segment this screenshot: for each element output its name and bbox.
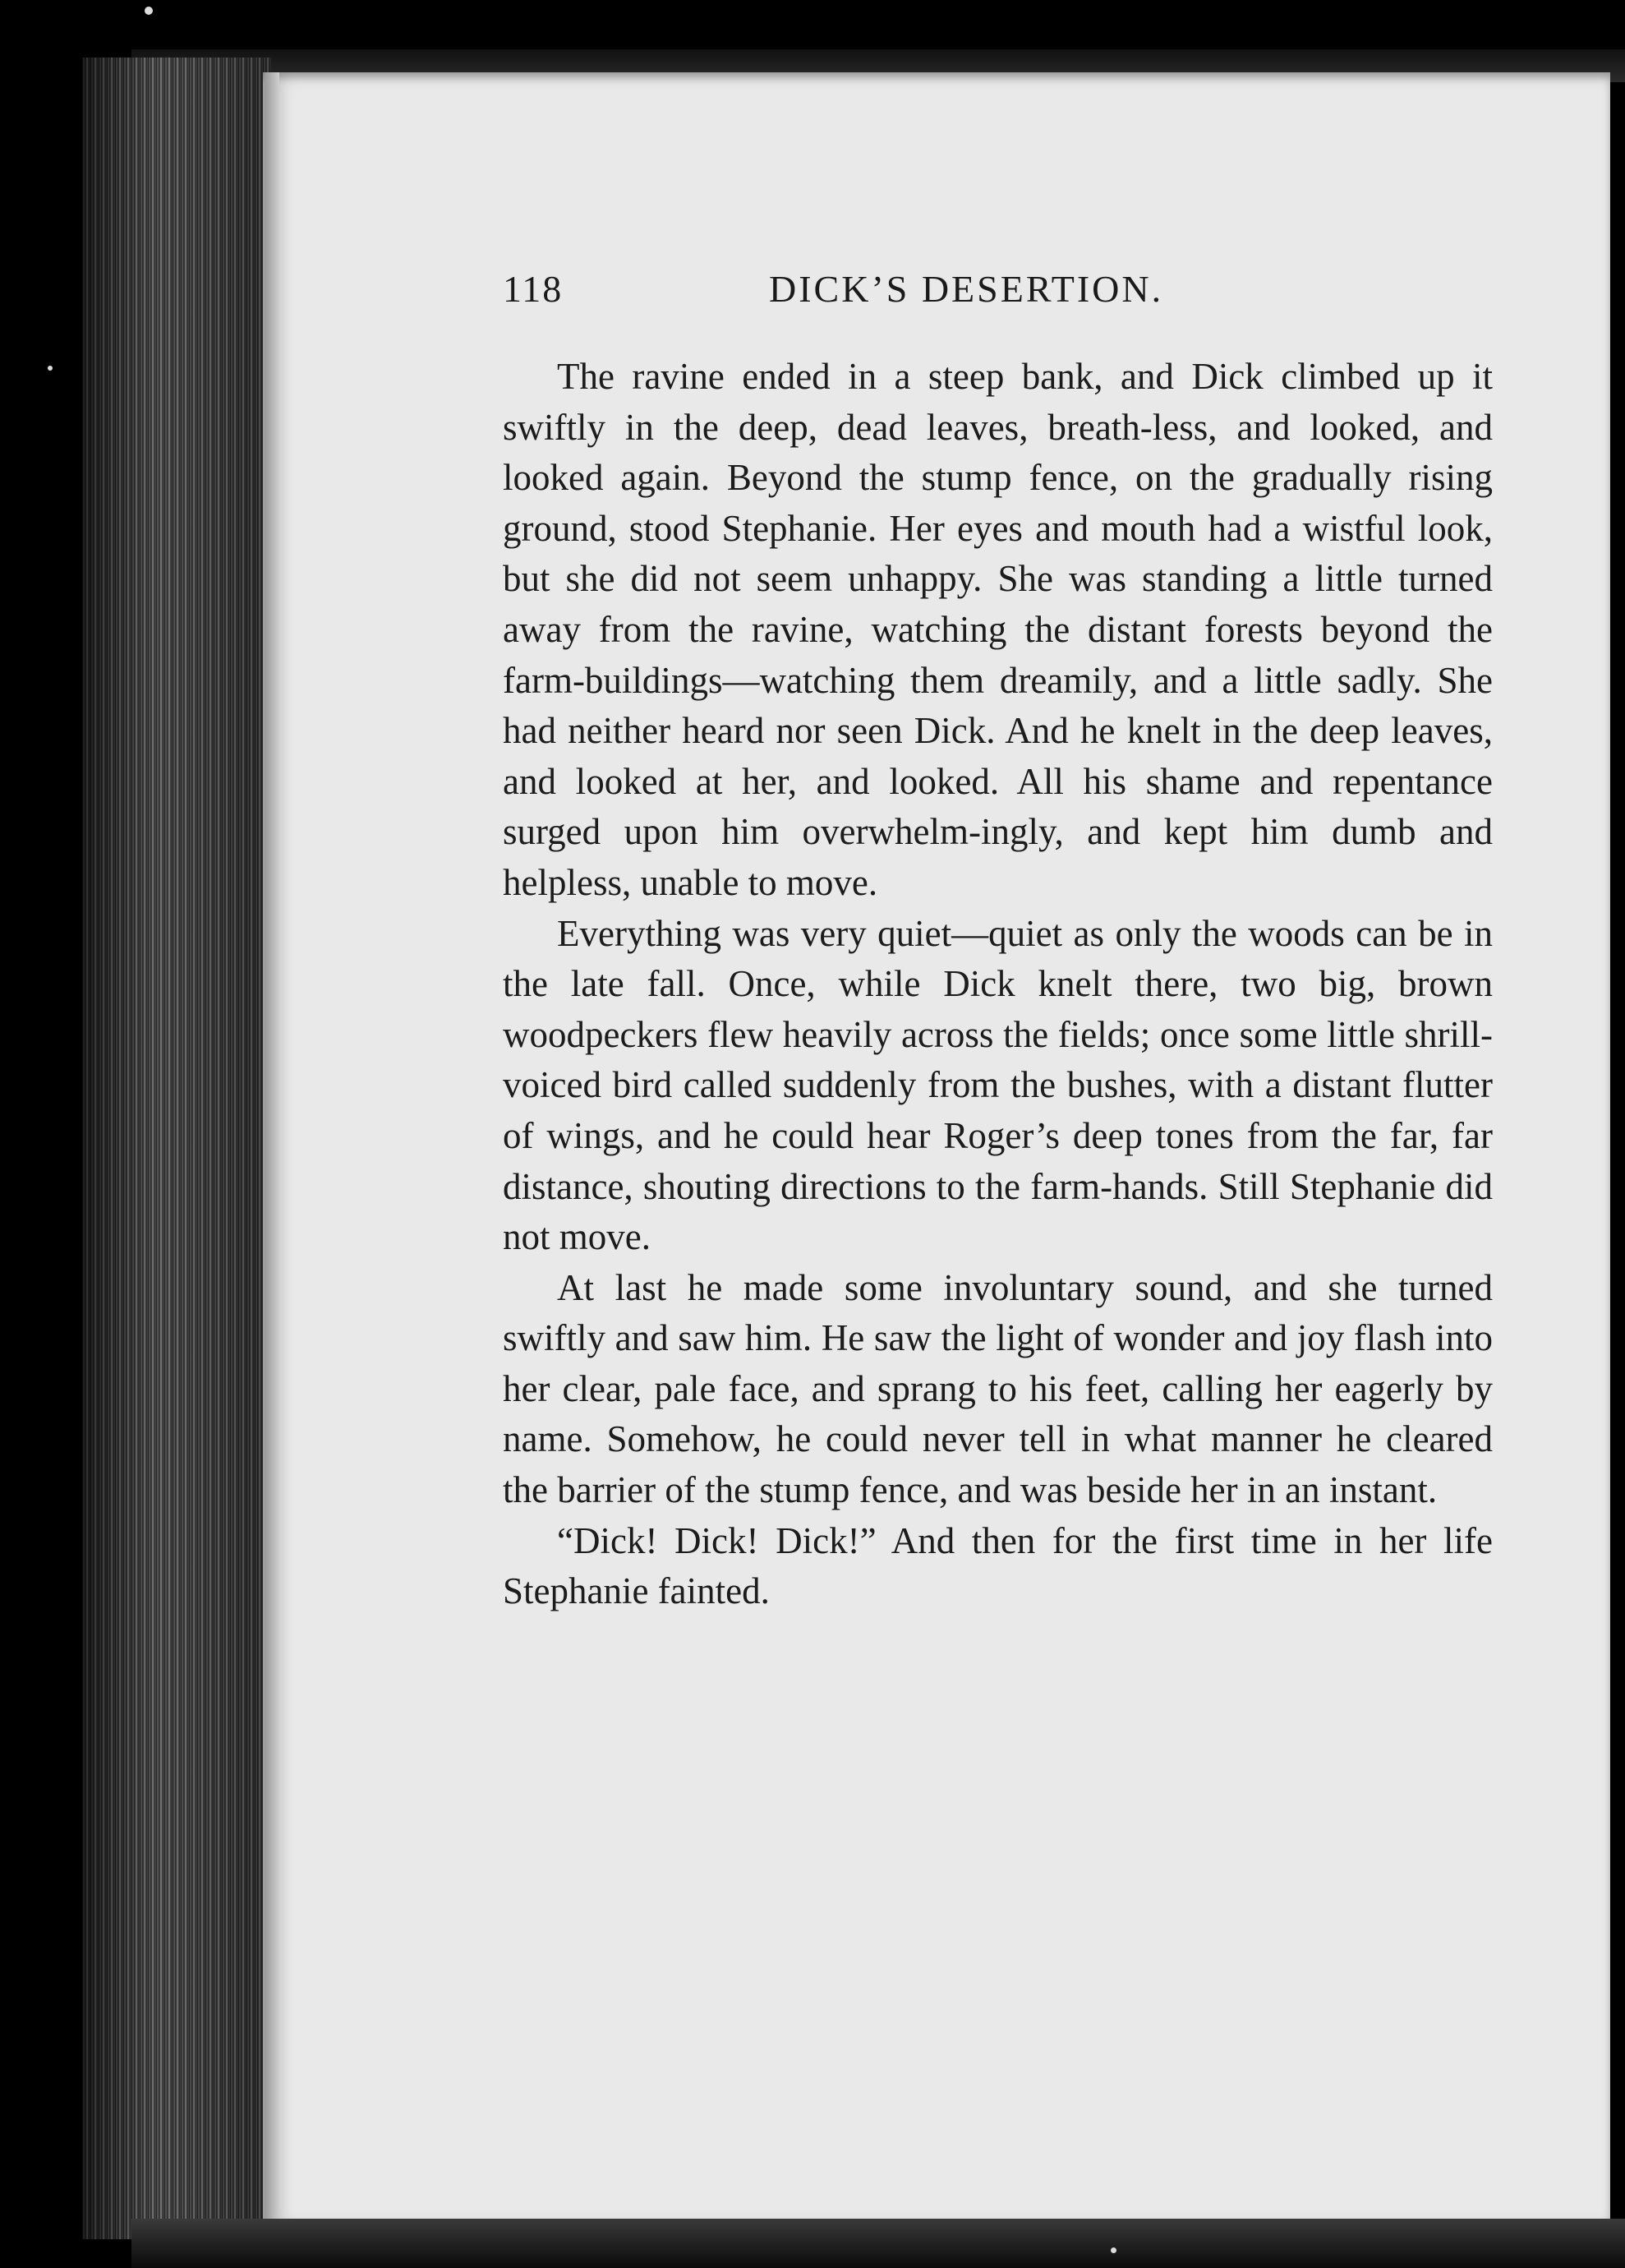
paragraph: Everything was very quiet—quiet as only the woods can be in the late fall. Once, while Dick knelt there, two big, brown woodpeckers flew heavily across the fields; once some little shrill-voiced bird called suddenly from the bushes, with a distant flutter of wings, and he could hear Roger’s deep tones from the far, far distance, shouting directions to the farm-hands. Still Stephanie did not move. [503,912,1493,1258]
paragraph: “Dick! Dick! Dick!” And then for the first time in her life Stephanie fainted. [503,1519,1493,1612]
dust-speck [1111,2247,1116,2253]
page-number: 118 [503,268,564,310]
dust-speck [145,7,153,15]
paragraph: The ravine ended in a steep bank, and Dick climbed up it swiftly in the deep, dead leaves, breath-less, and looked, and looked again. Beyond the stump fence, on the gradually rising ground, stood Stephanie. Her eyes and mouth had a wistful look, but she did not seem unhappy. She was standing a little turned away from the ravine, watching the distant forests beyond the farm-buildings—watching them dreamily, and a little sadly. She had neither heard nor seen Dick. And he knelt in the deep leaves, and looked at her, and looked. All his shame and repentance surged upon him overwhelm-ingly, and kept him dumb and helpless, unable to move. [503,356,1493,903]
book-bottom-edge [131,2219,1625,2268]
paragraph: At last he made some involuntary sound, and she turned swiftly and saw him. He saw the light of wonder and joy flash into her clear, pale face, and sprang to his feet, calling her eagerly by name. Somehow, he could never tell in what manner he cleared the barrier of the stump fence, and was beside her in an instant. [503,1266,1493,1511]
running-head: DICK’S DESERTION. [769,268,1164,310]
body-text [503,352,1493,1617]
book-page-stack [82,58,271,2239]
dust-speck [48,366,53,371]
page-gutter-shadow [265,72,279,2229]
page-header [503,267,1242,325]
